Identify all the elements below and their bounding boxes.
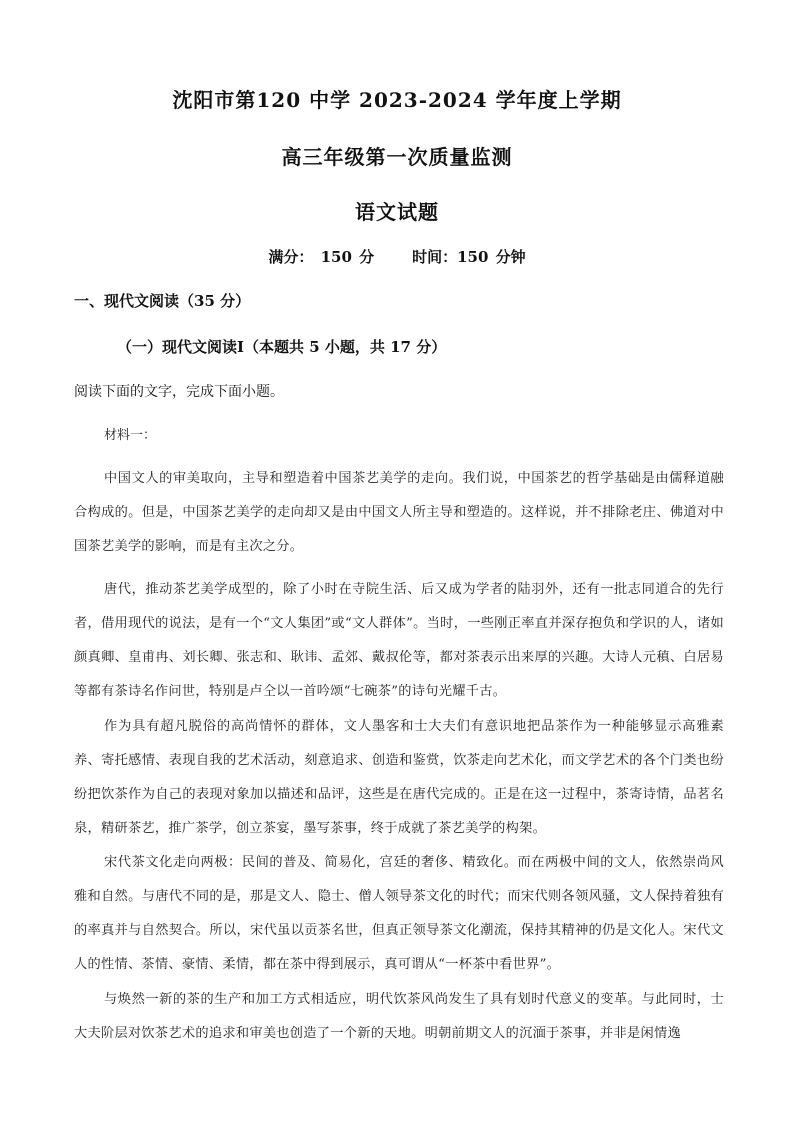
paragraph: 宋代茶文化走向两极：民间的普及、简易化，宫廷的奢侈、精致化。而在两极中间的文人，依然崇尚风雅和自然。与唐代不同的是，那是文人、隐士、僧人领导茶文化的时代；而宋代则各领风骚，文人保持着独有的率真并与自然契合。所以，宋代虽以贡茶名世，但真正领导茶文化潮流，保持其精神的仍是文化人。宋代文人的性情、茶情、豪情、柔情，都在茶中得到展示，真可谓从“一杯茶中看世界”。 (74, 855, 724, 972)
document-subtitle: 高三年级第一次质量监测 (281, 145, 513, 169)
paragraph: 与焕然一新的茶的生产和加工方式相适应，明代饮茶风尚发生了具有划时代意义的变革。与此同时，士大夫阶层对饮茶艺术的追求和审美也创造了一个新的天地。明朝前期文人的沉湎于茶事，并非是闲情逸 (74, 992, 724, 1041)
reading-instruction: 阅读下面的文字，完成下面小题。 (74, 384, 284, 400)
paragraph: 唐代，推动茶艺美学成型的，除了小时在寺院生活、后又成为学者的陆羽外，还有一批志同道合的先行者，借用现代的说法，是有一个“文人集团”或“文人群体”。当时，一些刚正率直并深存抱负和学识的人，诸如颜真卿、皇甫冉、刘长卿、张志和、耿讳、孟郊、戴叔伦等，都对茶表示出来厚的兴趣。大诗人元稹、白居易等都有茶诗名作问世，特别是卢仝以一首吟颂“七碗茶”的诗句光耀千古。 (74, 582, 724, 699)
subject-title: 语文试题 (355, 200, 439, 224)
exam-time: 时间：150 分钟 (412, 248, 526, 266)
subsection-heading: （一）现代文阅读Ⅰ（本题共 5 小题，共 17 分） (117, 338, 447, 356)
document-title: 沈阳市第120 中学 2023-2024 学年度上学期 (172, 88, 622, 112)
full-score: 满分： 150 分 (268, 248, 375, 266)
material-label: 材料一： (104, 428, 157, 443)
paragraph: 中国文人的审美取向，主导和塑造着中国茶艺美学的走向。我们说，中国茶艺的哲学基础是由儒释道融合构成的。但是，中国茶艺美学的走向却又是由中国文人所主导和塑造的。这样说，并不排除老庄、佛道对中国茶艺美学的影响，而是有主次之分。 (74, 471, 724, 554)
paragraph: 作为具有超凡脱俗的高尚情怀的群体，文人墨客和士大夫们有意识地把品茶作为一种能够显示高雅素养、寄托感情、表现自我的艺术活动，刻意追求、创造和鉴赏，饮茶走向艺术化，而文学艺术的各个门类也纷纷把饮茶作为自己的表现对象加以描述和品评，这些是在唐代完成的。正是在这一过程中，茶寄诗情，品茗名泉，精研茶艺，推广茶学，创立茶宴，墨写茶事，终于成就了茶艺美学的构架。 (74, 719, 724, 836)
exam-info (0, 246, 794, 267)
section-heading: 一、现代文阅读（35 分） (74, 292, 251, 310)
